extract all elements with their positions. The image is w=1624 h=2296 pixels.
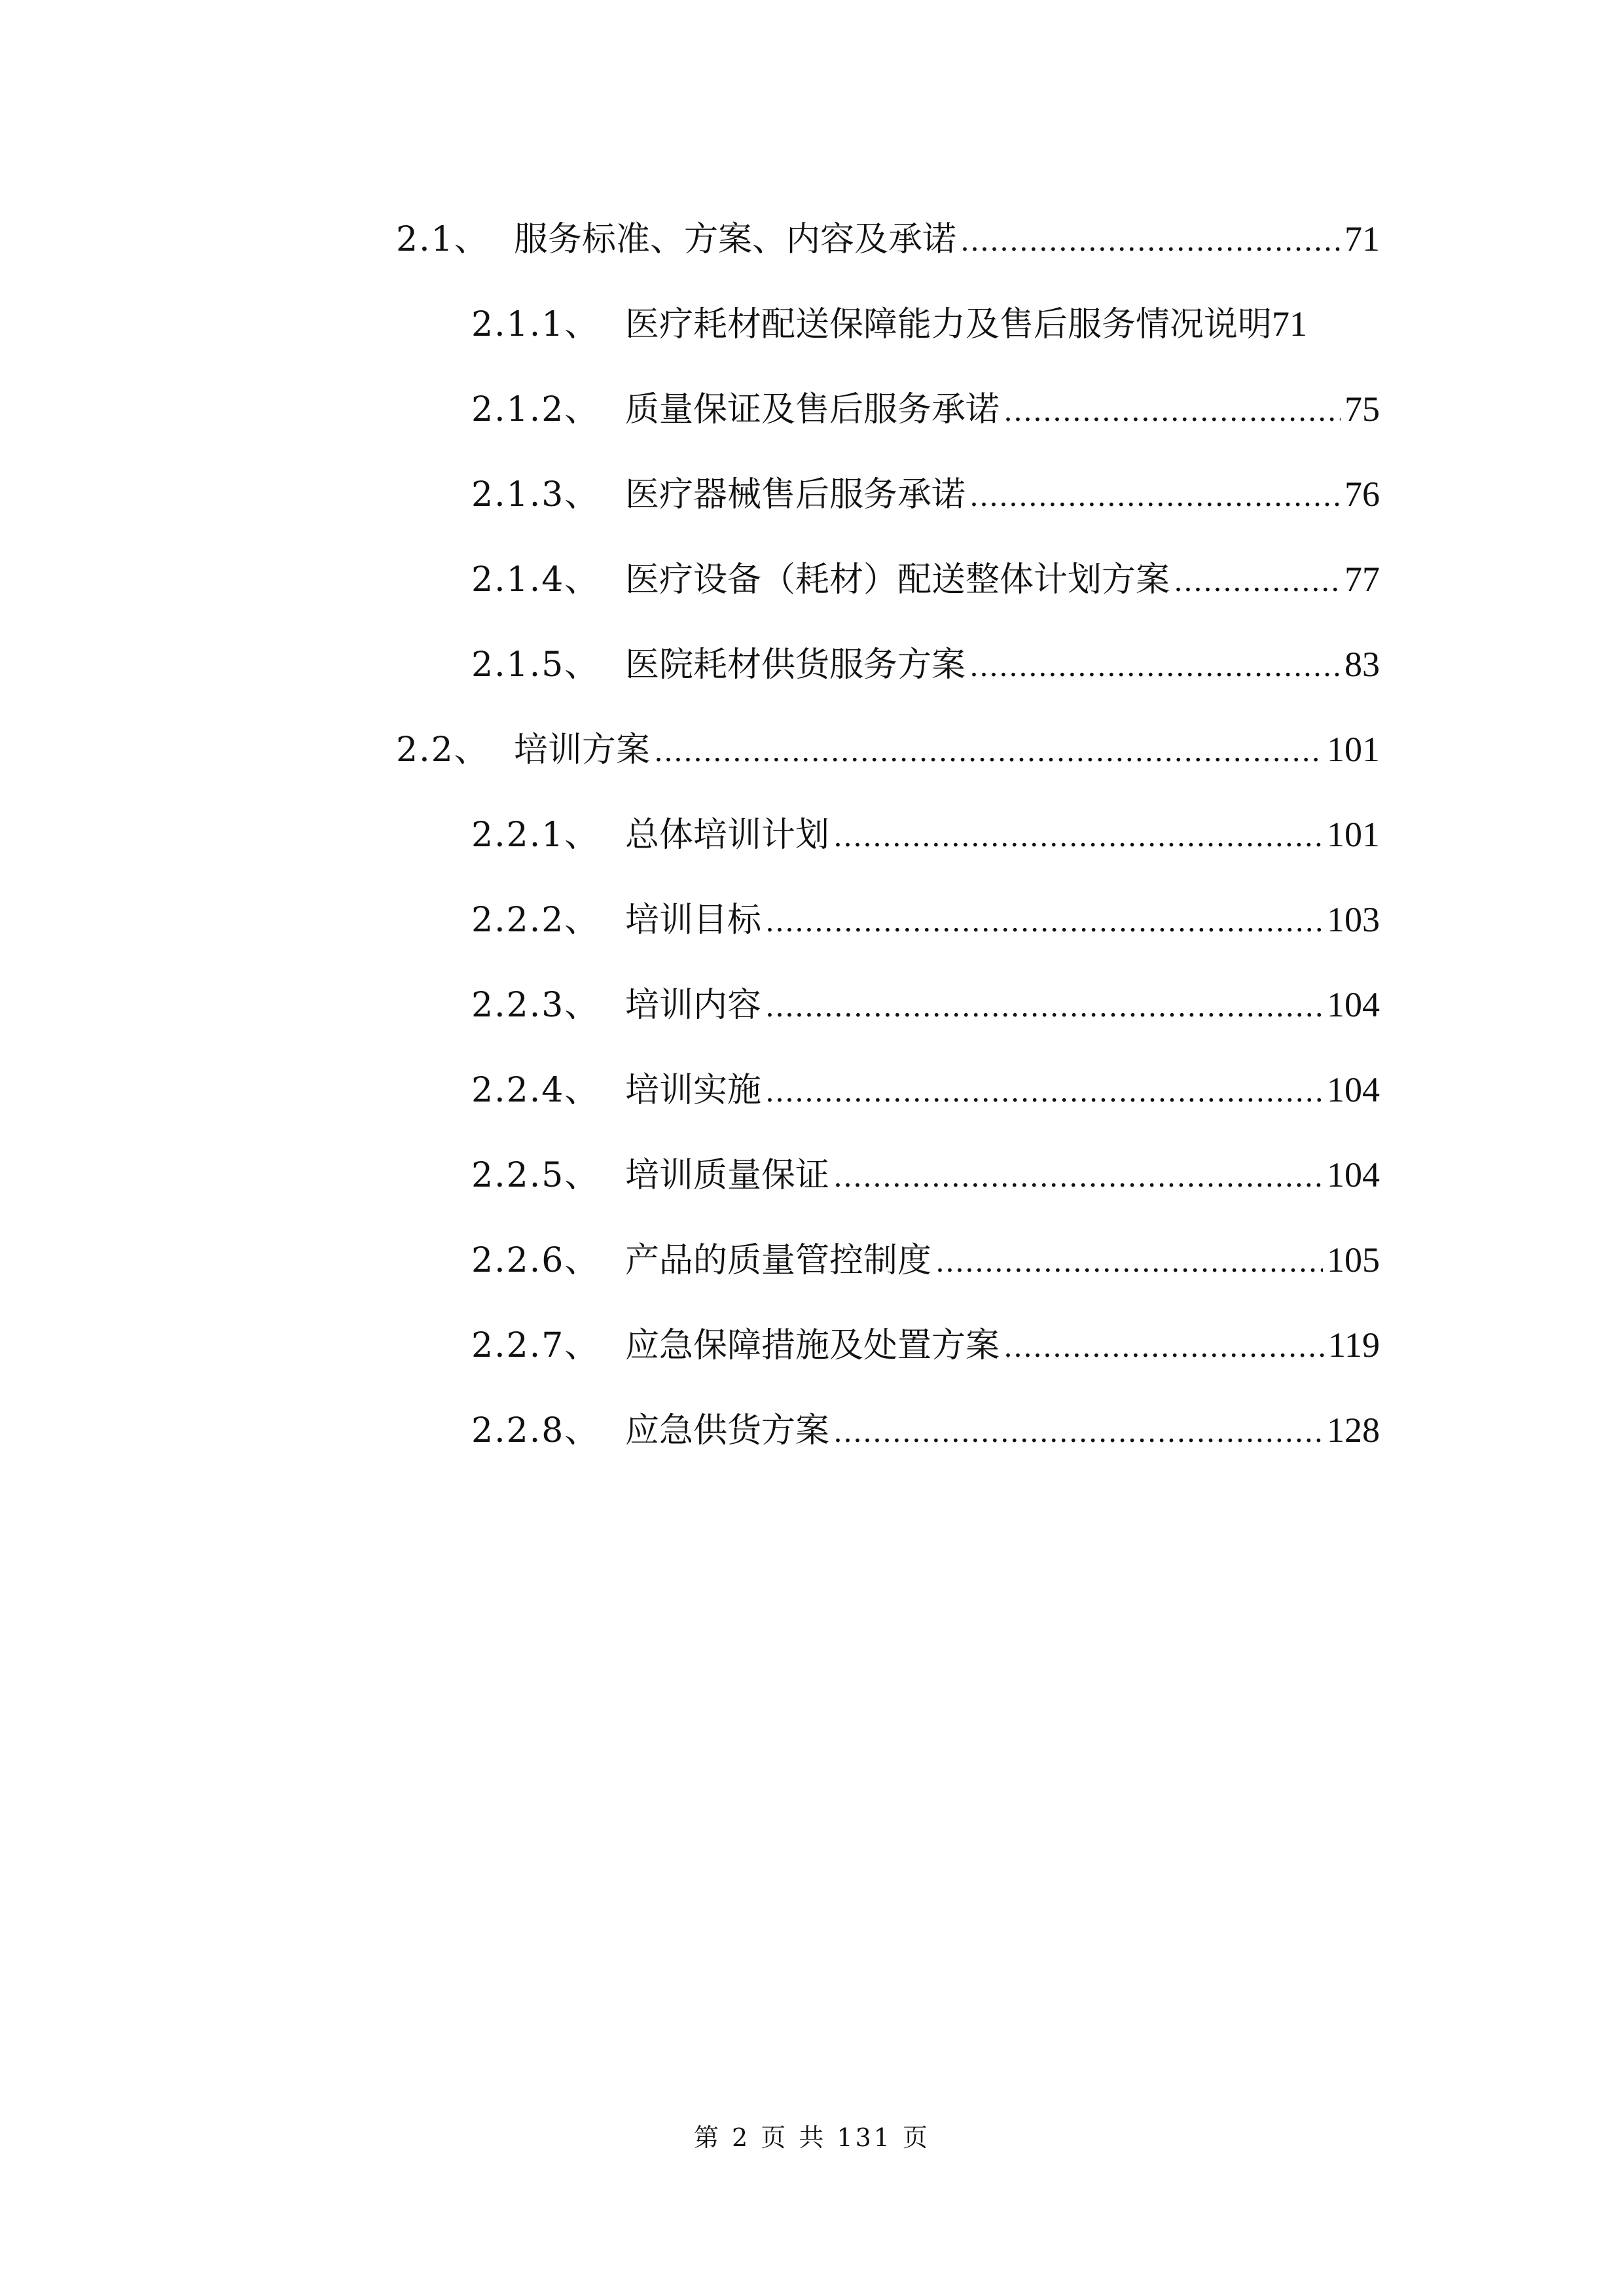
toc-entry-page: 103	[1327, 900, 1380, 939]
toc-entry-title: 质量保证及售后服务承诺	[625, 390, 1000, 429]
toc-leader-dots	[969, 637, 1341, 696]
toc-entry-title: 医院耗材供货服务方案	[625, 645, 966, 685]
toc-leader-dots	[654, 723, 1323, 781]
toc-entry[interactable]	[471, 1060, 1380, 1119]
toc-entry[interactable]	[471, 1145, 1380, 1204]
toc-entry[interactable]	[471, 380, 1380, 439]
page-footer	[0, 2117, 1624, 2153]
toc-entry-number: 2.1.5、	[471, 645, 600, 685]
toc-leader-dots	[833, 1148, 1323, 1207]
toc-entry[interactable]	[396, 720, 1380, 779]
toc-leader-dots	[1174, 552, 1341, 611]
toc-entry-number: 2.1.2、	[471, 390, 600, 429]
toc-entry-number: 2.2.3、	[471, 986, 600, 1025]
toc-entry-number: 2.1.3、	[471, 475, 600, 514]
toc-entry-title: 培训实施	[625, 1071, 762, 1110]
toc-leader-dots	[833, 808, 1323, 867]
toc-leader-dots	[765, 1063, 1323, 1122]
toc-entry-title: 培训质量保证	[625, 1156, 830, 1195]
toc-entry-page: 104	[1327, 1070, 1380, 1109]
toc-entry-page: 128	[1327, 1410, 1380, 1450]
toc-entry-title: 医疗器械售后服务承诺	[625, 475, 966, 514]
toc-entry-title: 服务标准、方案、内容及承诺	[514, 220, 957, 259]
toc-entry-page: 104	[1327, 985, 1380, 1024]
toc-entry-page: 71	[1344, 219, 1380, 259]
toc-entry-title: 医疗设备（耗材）配送整体计划方案	[625, 560, 1170, 600]
toc-leader-dots	[969, 467, 1341, 526]
toc-entry-title: 培训目标	[625, 901, 762, 940]
toc-entry-number: 2.2.1、	[471, 816, 600, 855]
toc-entry-page: 105	[1327, 1240, 1380, 1280]
toc-entry-title: 应急供货方案	[625, 1411, 830, 1450]
toc-entry-number: 2.2.8、	[471, 1411, 600, 1450]
toc-entry-page: 77	[1344, 560, 1380, 599]
toc-entry[interactable]	[471, 1401, 1380, 1460]
toc-entry-page: 101	[1327, 815, 1380, 854]
toc-entry[interactable]	[471, 465, 1380, 524]
toc-entry-title: 应急保障措施及处置方案	[625, 1326, 1000, 1365]
toc-leader-dots	[1003, 1318, 1324, 1377]
toc-entry-number: 2.1.1、	[471, 305, 600, 344]
toc-entry-number: 2.2、	[396, 730, 490, 770]
page-number-label: 第 2 页 共 131 页	[693, 2123, 931, 2152]
toc-entry-title: 总体培训计划	[625, 816, 830, 855]
toc-entry-page: 76	[1344, 475, 1380, 514]
toc-entry[interactable]	[471, 1230, 1380, 1289]
toc-entry-number: 2.2.5、	[471, 1156, 600, 1195]
toc-leader-dots	[1003, 382, 1341, 441]
toc-entry-number: 2.1、	[396, 220, 490, 259]
toc-entry-title: 产品的质量管控制度	[625, 1241, 932, 1280]
toc-entry[interactable]	[471, 975, 1380, 1034]
toc-entry-page: 119	[1328, 1325, 1380, 1365]
toc-entry-page: 101	[1327, 730, 1380, 769]
toc-entry[interactable]	[471, 295, 1380, 353]
toc-entry-page: 104	[1327, 1155, 1380, 1194]
toc-entry-number: 2.1.4、	[471, 560, 600, 600]
toc-leader-dots	[765, 978, 1323, 1037]
toc-leader-dots	[960, 212, 1341, 271]
toc-entry[interactable]	[471, 550, 1380, 609]
toc-entry-title: 培训内容	[625, 986, 762, 1025]
toc-entry-page: 75	[1344, 389, 1380, 429]
toc-entry-title: 培训方案	[514, 730, 651, 770]
toc-entry-number: 2.2.6、	[471, 1241, 600, 1280]
toc-entry-number: 2.2.2、	[471, 901, 600, 940]
toc-leader-dots	[833, 1403, 1323, 1462]
toc-leader-dots	[765, 893, 1323, 952]
toc-entry-page: 83	[1344, 645, 1380, 684]
toc-entry-title: 医疗耗材配送保障能力及售后服务情况说明	[625, 305, 1272, 344]
toc-entry-number: 2.2.4、	[471, 1071, 600, 1110]
toc-entry[interactable]	[471, 635, 1380, 694]
toc-leader-dots	[935, 1233, 1323, 1292]
toc-entry[interactable]	[471, 1316, 1380, 1374]
toc-entry-page: 71	[1272, 304, 1308, 344]
toc-entry-number: 2.2.7、	[471, 1326, 600, 1365]
toc-entry[interactable]	[471, 890, 1380, 949]
toc-entry[interactable]	[396, 209, 1380, 268]
toc-entry[interactable]	[471, 805, 1380, 864]
